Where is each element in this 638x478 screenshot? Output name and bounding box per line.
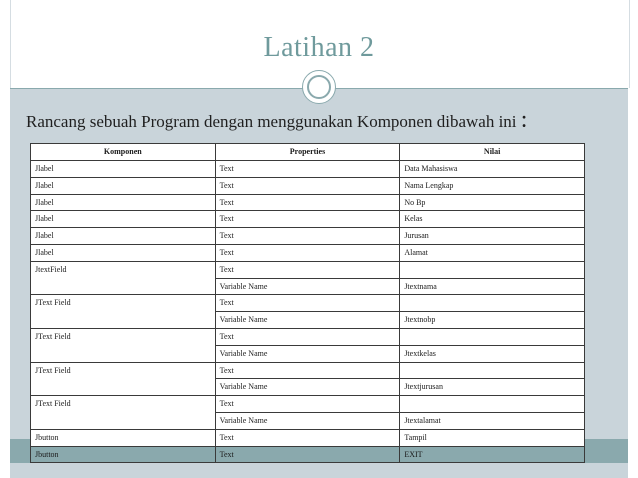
table-row — [31, 261, 585, 278]
cell-komponen: Jlabel — [31, 177, 216, 194]
table-row — [31, 295, 585, 312]
ring-ornament-icon — [302, 70, 336, 104]
table-row — [31, 362, 585, 379]
table-row — [31, 328, 585, 345]
cell-properties: Variable Name — [215, 312, 400, 329]
cell-properties: Text — [215, 194, 400, 211]
cell-nilai: No Bp — [400, 194, 585, 211]
cell-nilai: EXIT — [400, 446, 585, 463]
cell-komponen: Jlabel — [31, 194, 216, 211]
cell-komponen: Jbutton — [31, 429, 216, 446]
cell-properties: Text — [215, 429, 400, 446]
cell-komponen: JText Field — [31, 396, 216, 430]
cell-nilai: Nama Lengkap — [400, 177, 585, 194]
cell-komponen: Jbutton — [31, 446, 216, 463]
table-row — [31, 446, 585, 463]
slide-subtitle — [26, 107, 527, 134]
cell-nilai: Alamat — [400, 244, 585, 261]
cell-komponen: Jlabel — [31, 244, 216, 261]
cell-properties: Variable Name — [215, 379, 400, 396]
cell-nilai — [400, 295, 585, 312]
cell-properties: Text — [215, 362, 400, 379]
cell-komponen: Jlabel — [31, 161, 216, 178]
ring-inner-icon — [307, 75, 331, 99]
header-komponen: Komponen — [31, 144, 216, 161]
table-header-row — [31, 144, 585, 161]
table-row — [31, 396, 585, 413]
cell-komponen: Jlabel — [31, 211, 216, 228]
cell-properties: Variable Name — [215, 412, 400, 429]
subtitle-colon: : — [520, 107, 528, 133]
bottom-strip — [10, 463, 628, 478]
component-table — [30, 143, 585, 463]
slide-title: Latihan 2 — [263, 32, 375, 63]
table-row — [31, 244, 585, 261]
cell-nilai — [400, 396, 585, 413]
table-row — [31, 211, 585, 228]
table-row — [31, 429, 585, 446]
cell-nilai: Tampil — [400, 429, 585, 446]
cell-nilai: Jurusan — [400, 228, 585, 245]
cell-properties: Text — [215, 295, 400, 312]
cell-nilai: Jtextnobp — [400, 312, 585, 329]
cell-properties: Text — [215, 328, 400, 345]
table-row — [31, 177, 585, 194]
cell-komponen: Jlabel — [31, 228, 216, 245]
header-properties: Properties — [215, 144, 400, 161]
cell-nilai: Kelas — [400, 211, 585, 228]
cell-komponen: JText Field — [31, 295, 216, 329]
cell-properties: Text — [215, 261, 400, 278]
cell-properties: Text — [215, 177, 400, 194]
cell-properties: Text — [215, 161, 400, 178]
cell-properties: Text — [215, 211, 400, 228]
cell-nilai — [400, 328, 585, 345]
cell-nilai: Jtextjurusan — [400, 379, 585, 396]
cell-nilai — [400, 362, 585, 379]
table-row — [31, 161, 585, 178]
cell-properties: Variable Name — [215, 278, 400, 295]
cell-nilai — [400, 261, 585, 278]
cell-komponen: JText Field — [31, 328, 216, 362]
cell-nilai: Jtextkelas — [400, 345, 585, 362]
cell-nilai: Jtextalamat — [400, 412, 585, 429]
subtitle-text: Rancang sebuah Program dengan menggunakan Komponen dibawah ini — [26, 112, 517, 131]
cell-properties: Text — [215, 228, 400, 245]
cell-properties: Variable Name — [215, 345, 400, 362]
cell-properties: Text — [215, 446, 400, 463]
cell-nilai: Jtextnama — [400, 278, 585, 295]
cell-properties: Text — [215, 396, 400, 413]
cell-komponen: JtextField — [31, 261, 216, 295]
header-nilai: Nilai — [400, 144, 585, 161]
cell-komponen: JText Field — [31, 362, 216, 396]
cell-properties: Text — [215, 244, 400, 261]
cell-nilai: Data Mahasiswa — [400, 161, 585, 178]
table-row — [31, 194, 585, 211]
table-row — [31, 228, 585, 245]
